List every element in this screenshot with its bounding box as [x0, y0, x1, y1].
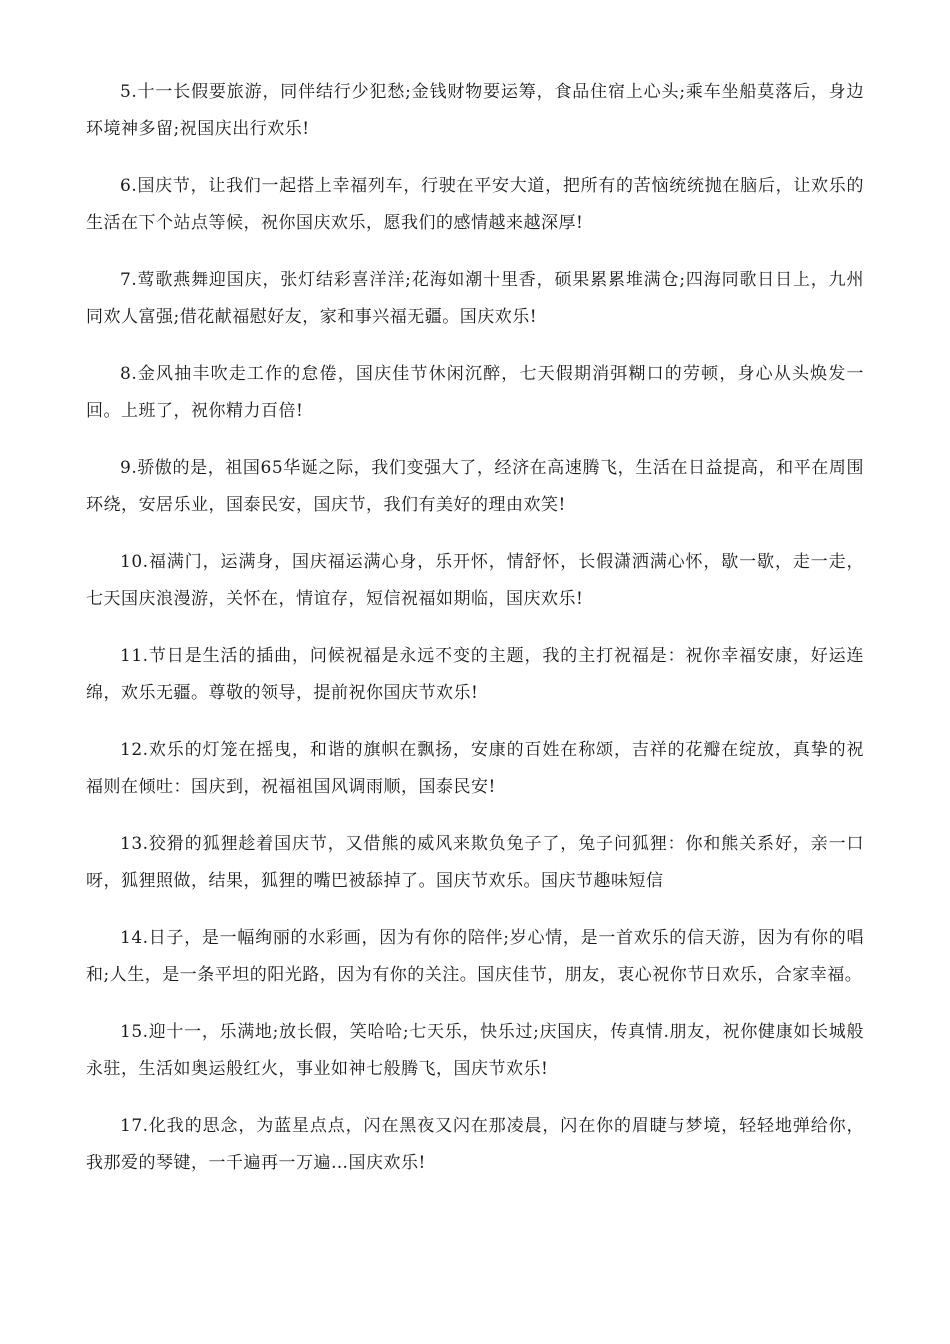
paragraph-12: 12.欢乐的灯笼在摇曳，和谐的旗帜在飘扬，安康的百姓在称颂，吉祥的花瓣在绽放，真挚的祝福则在倾吐：国庆到，祝福祖国风调雨顺，国泰民安!	[86, 740, 864, 797]
paragraph-10: 10.福满门，运满身，国庆福运满心身，乐开怀，情舒怀，长假潇洒满心怀，歇一歇，走一走，七天国庆浪漫游，关怀在，情谊存，短信祝福如期临，国庆欢乐!	[86, 552, 864, 609]
paragraph-14: 14.日子，是一幅绚丽的水彩画，因为有你的陪伴;岁心情，是一首欢乐的信天游，因为有你的唱和;人生，是一条平坦的阳光路，因为有你的关注。国庆佳节，朋友，衷心祝你节日欢乐，合家幸福。	[86, 928, 864, 985]
paragraph-5: 5.十一长假要旅游，同伴结行少犯愁;金钱财物要运筹，食品住宿上心头;乘车坐船莫落后，身边环境神多留;祝国庆出行欢乐!	[86, 82, 864, 139]
paragraph-17: 17.化我的思念，为蓝星点点，闪在黑夜又闪在那凌晨，闪在你的眉睫与梦境，轻轻地弹给你，我那爱的琴键，一千遍再一万遍…国庆欢乐!	[86, 1116, 864, 1173]
paragraph-7: 7.莺歌燕舞迎国庆，张灯结彩喜洋洋;花海如潮十里香，硕果累累堆满仓;四海同歌日日上，九州同欢人富强;借花献福慰好友，家和事兴福无疆。国庆欢乐!	[86, 270, 864, 327]
paragraph-8: 8.金风抽丰吹走工作的怠倦，国庆佳节休闲沉醉，七天假期消弭糊口的劳顿，身心从头焕发一回。上班了，祝你精力百倍!	[86, 364, 864, 421]
paragraph-15: 15.迎十一，乐满地;放长假，笑哈哈;七天乐，快乐过;庆国庆，传真情.朋友，祝你健康如长城般永驻，生活如奥运般红火，事业如神七般腾飞，国庆节欢乐!	[86, 1022, 864, 1079]
paragraph-6: 6.国庆节，让我们一起搭上幸福列车，行驶在平安大道，把所有的苦恼统统抛在脑后，让欢乐的生活在下个站点等候，祝你国庆欢乐，愿我们的感情越来越深厚!	[86, 176, 864, 233]
paragraph-13: 13.狡猾的狐狸趁着国庆节，又借熊的威风来欺负兔子了，兔子问狐狸：你和熊关系好，亲一口呀，狐狸照做，结果，狐狸的嘴巴被舔掉了。国庆节欢乐。国庆节趣味短信	[86, 834, 864, 891]
paragraph-11: 11.节日是生活的插曲，问候祝福是永远不变的主题，我的主打祝福是：祝你幸福安康，好运连绵，欢乐无疆。尊敬的领导，提前祝你国庆节欢乐!	[86, 646, 864, 703]
paragraph-9: 9.骄傲的是，祖国65华诞之际，我们变强大了，经济在高速腾飞，生活在日益提高，和平在周围环绕，安居乐业，国泰民安，国庆节，我们有美好的理由欢笑!	[86, 458, 864, 515]
top-margin	[86, 0, 864, 74]
